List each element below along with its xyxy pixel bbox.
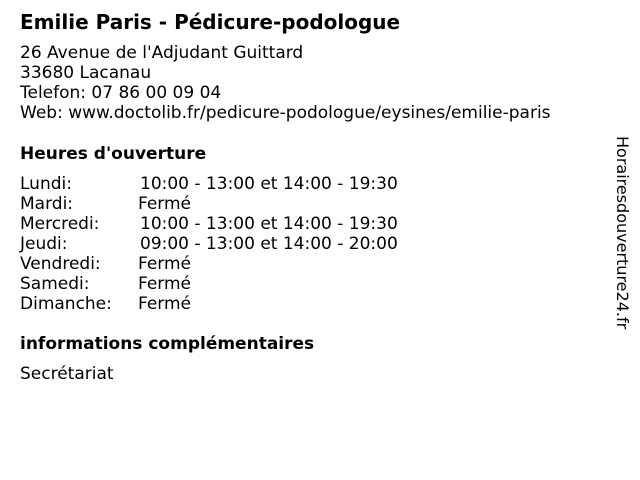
time-value: Fermé xyxy=(138,194,192,214)
day-label: Samedi: xyxy=(20,274,90,294)
watermark-text: Horairesdouverture24.fr xyxy=(613,136,632,330)
hours-row-wednesday xyxy=(20,214,440,234)
day-label: Jeudi: xyxy=(20,234,68,254)
street-address: 26 Avenue de l'Adjudant Guittard xyxy=(20,43,304,63)
phone-number: Telefon: 07 86 00 09 04 xyxy=(20,83,222,103)
day-label: Lundi: xyxy=(20,174,72,194)
time-value: Fermé xyxy=(138,254,192,274)
day-label: Dimanche: xyxy=(20,294,112,314)
additional-info-heading: informations complémentaires xyxy=(20,334,315,354)
time-value: 10:00 - 13:00 et 14:00 - 19:30 xyxy=(140,214,398,234)
hours-row-monday xyxy=(20,174,440,194)
time-value: 09:00 - 13:00 et 14:00 - 20:00 xyxy=(140,234,398,254)
business-title: Emilie Paris - Pédicure-podologue xyxy=(20,10,401,34)
hours-row-sunday xyxy=(20,294,440,314)
city-postcode: 33680 Lacanau xyxy=(20,63,152,83)
opening-hours-table xyxy=(20,174,440,314)
website-line: Web: www.doctolib.fr/pedicure-podologue/eysines/emilie-paris xyxy=(20,103,551,123)
time-value: 10:00 - 13:00 et 14:00 - 19:30 xyxy=(140,174,398,194)
address-block xyxy=(20,43,551,123)
additional-info-text: Secrétariat xyxy=(20,364,114,384)
time-value: Fermé xyxy=(138,274,192,294)
opening-hours-heading: Heures d'ouverture xyxy=(20,144,207,164)
hours-row-tuesday xyxy=(20,194,440,214)
hours-row-friday xyxy=(20,254,440,274)
hours-row-saturday xyxy=(20,274,440,294)
site-watermark xyxy=(610,136,634,346)
hours-row-thursday xyxy=(20,234,440,254)
day-label: Mardi: xyxy=(20,194,74,214)
day-label: Mercredi: xyxy=(20,214,100,234)
time-value: Fermé xyxy=(138,294,192,314)
day-label: Vendredi: xyxy=(20,254,101,274)
